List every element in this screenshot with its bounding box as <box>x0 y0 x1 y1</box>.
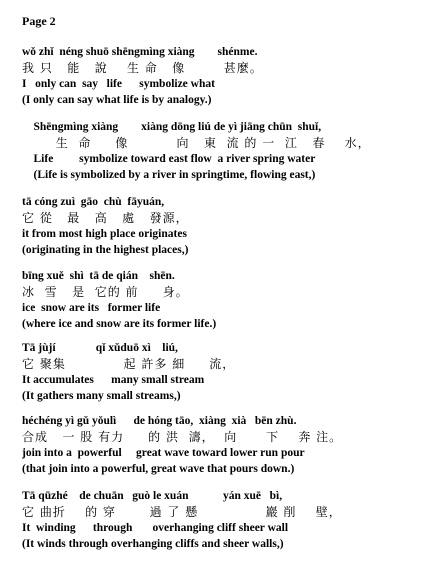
gloss-line: ice snow are its former life <box>22 302 161 314</box>
gloss-line: Life symbolize toward east flow a river spring water <box>22 153 316 165</box>
stanza-2 <box>22 119 422 183</box>
translation-line: (Life is symbolized by a river in springtime, flowing east,) <box>22 169 316 181</box>
pinyin-line: wǒ zhǐ néng shuō shēngmìng xiàng shénme. <box>22 46 258 58</box>
stanza-4 <box>22 268 422 332</box>
pinyin-line: tā cóng zuì gāo chù fāyuán, <box>22 196 165 208</box>
translation-line: (I only can say what life is by analogy.) <box>22 94 212 106</box>
stanza-7 <box>22 488 422 552</box>
translation-line: (where ice and snow are its former life.) <box>22 318 217 330</box>
translation-line: (It gathers many small streams,) <box>22 390 181 402</box>
pinyin-line: Shēngmìng xiàng xiàng dōng liú de yì jiāng chūn shuǐ, <box>22 121 322 133</box>
gloss-line: It accumulates many small stream <box>22 374 205 386</box>
gloss-line: it from most high place originates <box>22 228 187 240</box>
stanza-6 <box>22 413 422 477</box>
pinyin-line: Tā qūzhé de chuān guò le xuán yán xuē bì, <box>22 490 283 502</box>
hanzi-line: 我 只 能 說 生 命 像 甚麼。 <box>22 61 263 75</box>
pinyin-line: bīng xuě shì tā de qián shēn. <box>22 270 175 282</box>
hanzi-line: 它 從 最 高 處 發源， <box>22 211 189 225</box>
stanza-1 <box>22 44 422 108</box>
hanzi-line: 它 聚集 起 許多 細 流， <box>22 357 236 371</box>
hanzi-line: 生 命 像 向 東 流 的 一 江 春 水， <box>22 136 371 150</box>
hanzi-line: 它 曲折 的 穿 過 了 懸 巖 削 壁， <box>22 505 342 519</box>
stanza-5 <box>22 340 422 404</box>
hanzi-line: 合成 一 股 有力 的 洪 濤， 向 下 奔 注。 <box>22 430 343 444</box>
hanzi-line: 冰 雪 是 它的 前 身。 <box>22 285 189 299</box>
translation-line: (originating in the highest places,) <box>22 244 189 256</box>
page-number: Page 2 <box>22 14 56 28</box>
translation-line: (It winds through overhanging cliffs and sheer walls,) <box>22 538 284 550</box>
stanza-3 <box>22 194 422 258</box>
pinyin-line: héchéng yì gǔ yǒulì de hóng tāo, xiàng xià bēn zhù. <box>22 415 297 427</box>
translation-line: (that join into a powerful, great wave that pours down.) <box>22 463 295 475</box>
gloss-line: I only can say life symbolize what <box>22 78 215 90</box>
pinyin-line: Tā jùjí qǐ xǔduō xì liú, <box>22 342 178 354</box>
gloss-line: It winding through overhanging cliff sheer wall <box>22 522 289 534</box>
gloss-line: join into a powerful great wave toward lower run pour <box>22 447 305 459</box>
